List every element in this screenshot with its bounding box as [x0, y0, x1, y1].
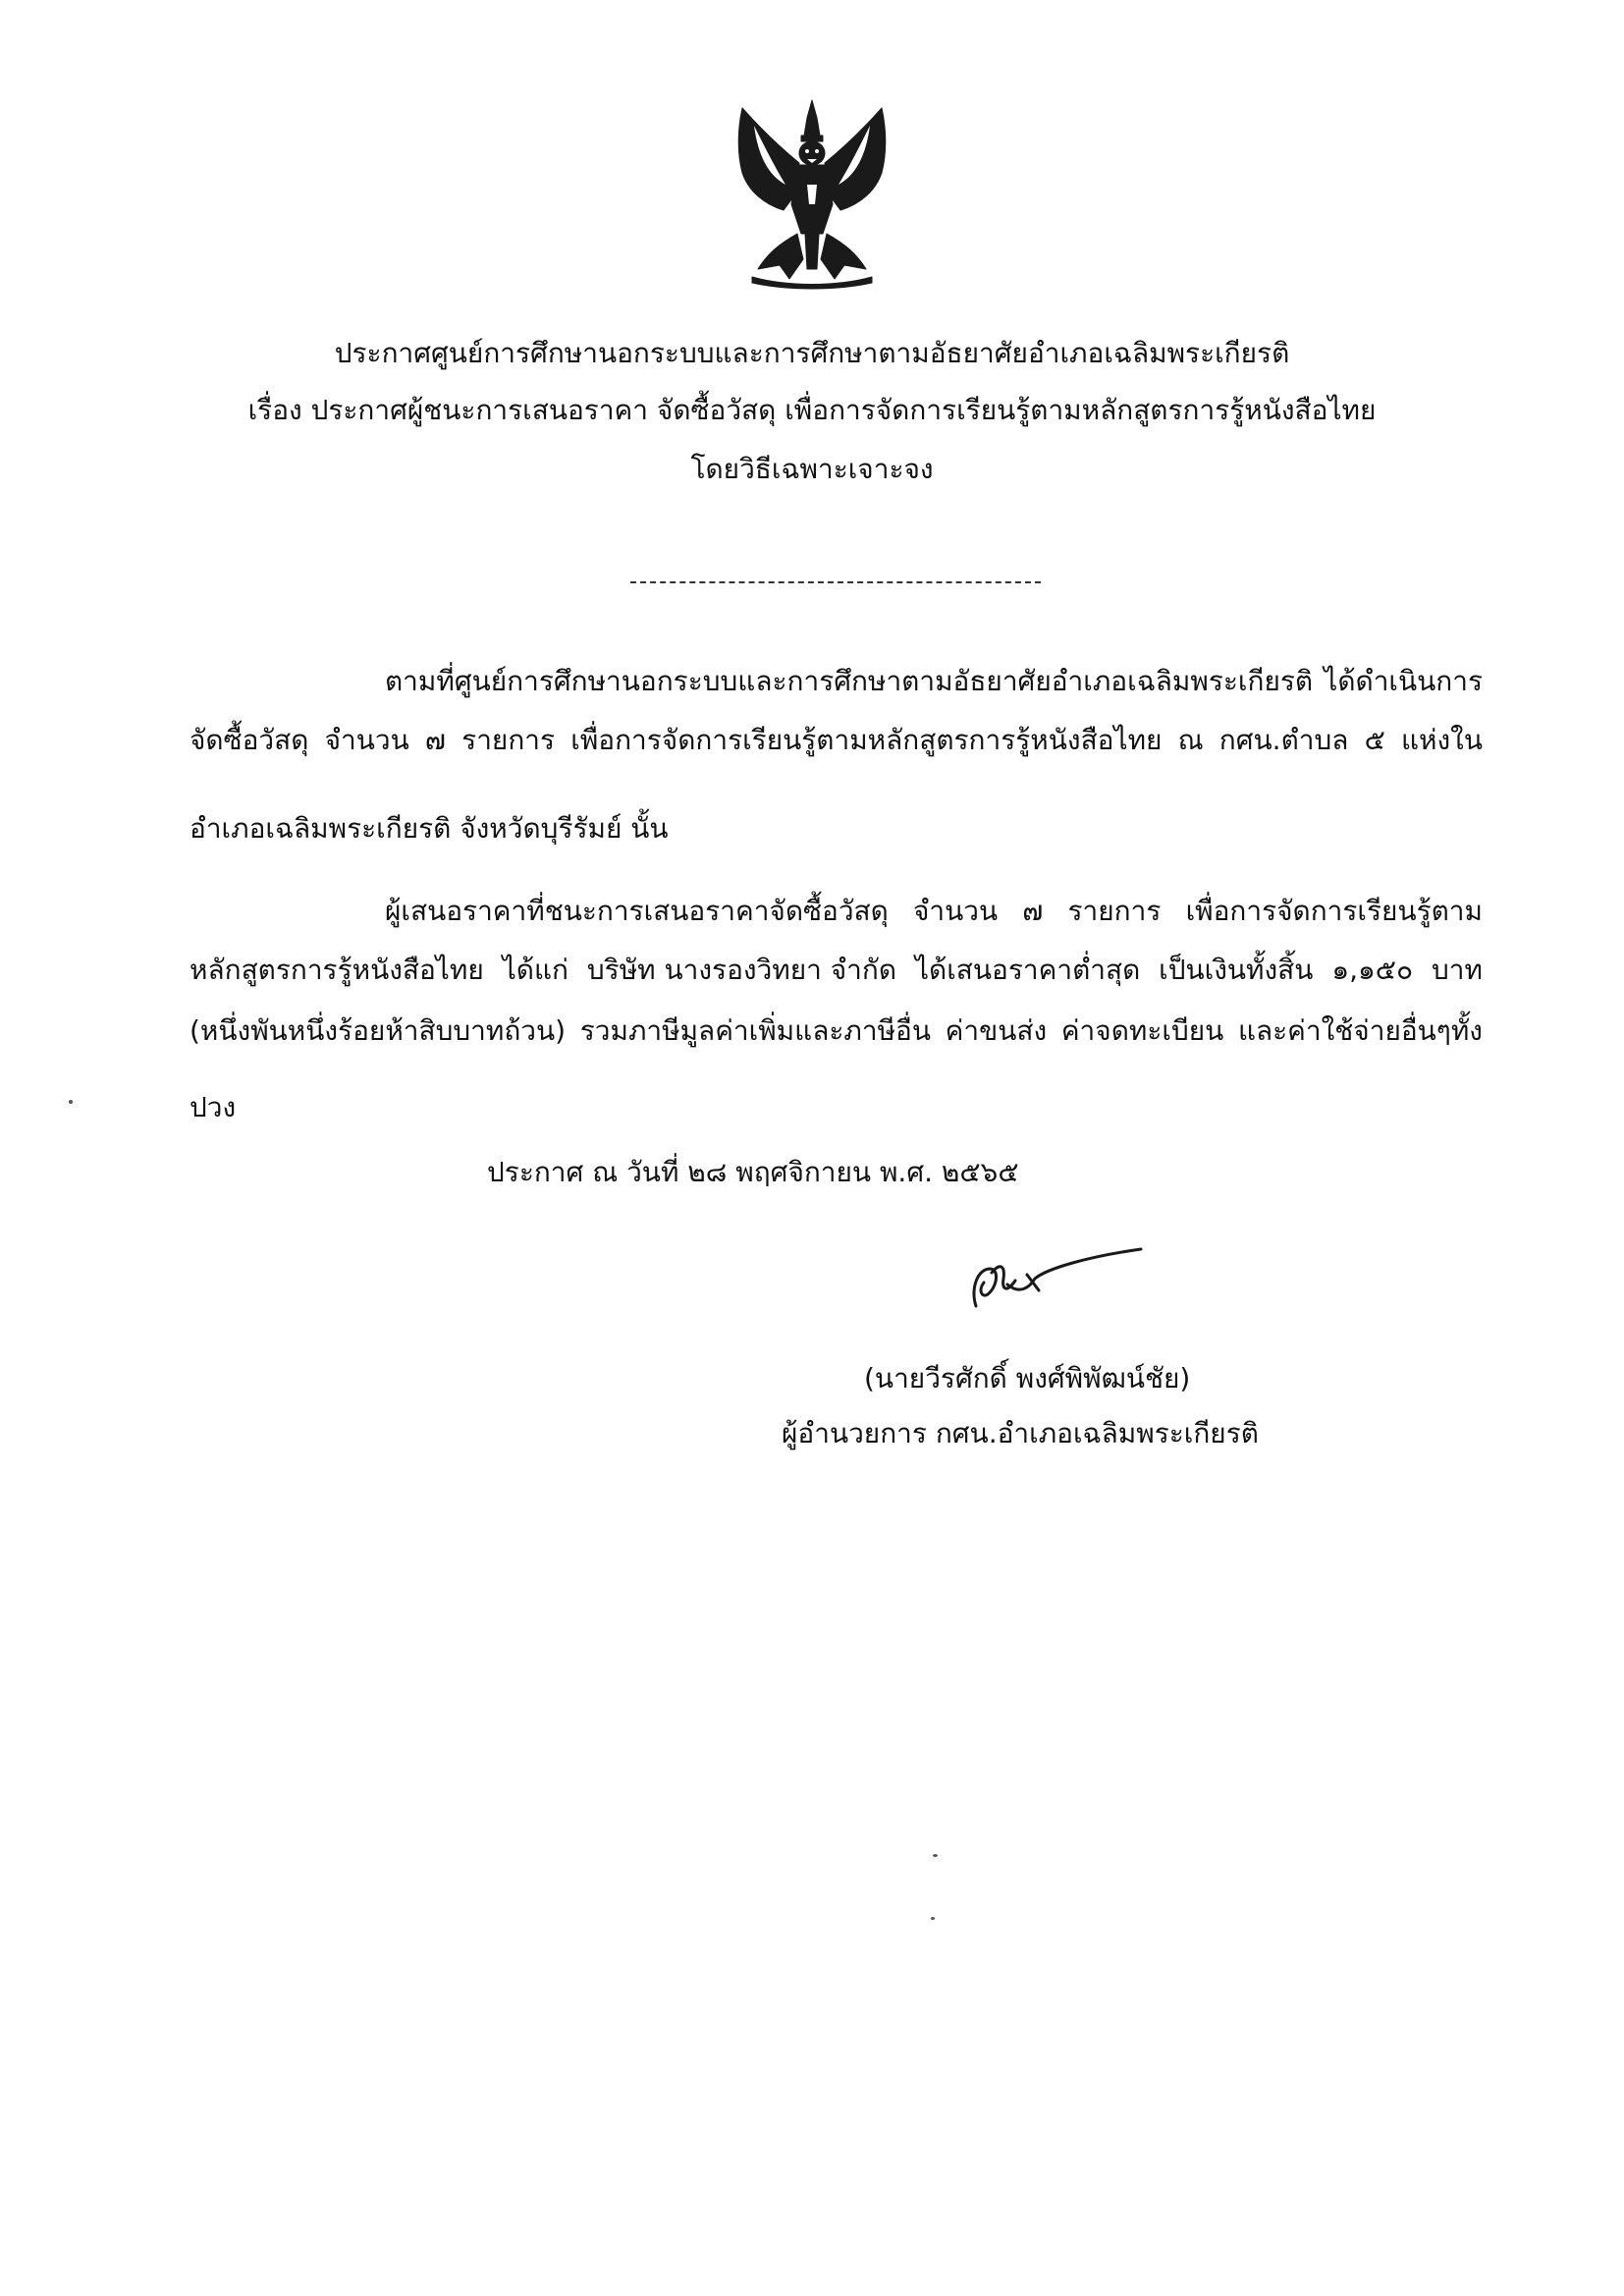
text-segment: ผู้เสนอราคาที่ชนะการเสนอราคาจัดซื้อวัสดุ	[385, 895, 889, 927]
text-segment: รวมภาษีมูลค่าเพิ่มและภาษีอื่น	[579, 1014, 931, 1047]
signature-icon	[948, 1230, 1145, 1318]
paragraph2-line2	[189, 953, 1483, 988]
garuda-emblem-icon	[729, 96, 895, 293]
text-segment: ได้แก่	[502, 954, 568, 986]
text-segment: ค่าขนส่ง	[945, 1014, 1048, 1047]
announcement-title: ประกาศศูนย์การศึกษานอกระบบและการศึกษาตามอัธยาศัยอำเภอเฉลิมพระเกียรติ	[334, 337, 1290, 369]
paragraph2-line1	[385, 894, 1483, 929]
text-segment: จัดซื้อวัสดุ	[189, 724, 309, 756]
header-divider	[630, 581, 1041, 583]
scan-speck	[69, 1100, 73, 1104]
scan-speck	[931, 1917, 935, 1920]
text-segment: แห่งใน	[1400, 724, 1483, 756]
text-segment: จำนวน	[913, 895, 999, 927]
text-segment: กศน.ตำบล	[1218, 724, 1349, 756]
text-segment: เพื่อการจัดการเรียนรู้ตาม	[1185, 895, 1483, 927]
text-segment: ณ	[1177, 724, 1204, 756]
text-segment: ตามที่ศูนย์การศึกษานอกระบบและการศึกษาตามอัธยาศัยอำเภอเฉลิมพระเกียรติ	[385, 665, 1314, 697]
announcement-subject: เรื่อง ประกาศผู้ชนะการเสนอราคา จัดซื้อวัสดุ เพื่อการจัดการเรียนรู้ตามหลักสูตรการรู้หนังสือไทย	[247, 394, 1377, 426]
amount-in-words: (หนึ่งพันหนึ่งร้อยห้าสิบบาทถ้วน)	[189, 1014, 567, 1047]
total-amount: ๑,๑๕๐	[1331, 954, 1414, 986]
paragraph1-line3: อำเภอเฉลิมพระเกียรติ จังหวัดบุรีรัมย์ นั้น	[189, 812, 669, 845]
text-segment: จำนวน	[324, 724, 409, 756]
text-segment: เป็นเงินทั้งสิ้น	[1159, 954, 1314, 986]
text-segment: และค่าใช้จ่ายอื่นๆทั้ง	[1237, 1014, 1483, 1047]
text-segment: ๕	[1364, 724, 1385, 756]
signatory-title: ผู้อำนวยการ กศน.อำเภอเฉลิมพระเกียรติ	[782, 1417, 1259, 1449]
paragraph1-line2	[189, 723, 1483, 758]
scan-speck	[933, 1854, 938, 1857]
text-segment: รายการ	[1067, 895, 1162, 927]
text-segment: ๗	[424, 724, 446, 756]
vendor-name: บริษัท นางรองวิทยา จำกัด	[586, 954, 897, 986]
text-segment: รายการ	[461, 724, 556, 756]
paragraph1-line1	[385, 664, 1483, 699]
text-segment: ได้ดำเนินการ	[1324, 665, 1483, 697]
announcement-date: ประกาศ ณ วันที่ ๒๘ พฤศจิกายน พ.ศ. ๒๕๖๕	[487, 1156, 1019, 1188]
procurement-method: โดยวิธีเฉพาะเจาะจง	[690, 453, 934, 485]
signatory-name: (นายวีรศักดิ์ พงศ์พิพัฒน์ชัย)	[864, 1362, 1191, 1394]
text-segment: ได้เสนอราคาต่ำสุด	[914, 954, 1141, 986]
paragraph2-line4: ปวง	[189, 1091, 237, 1123]
text-segment: ค่าจดทะเบียน	[1060, 1014, 1224, 1047]
text-segment: ๗	[1022, 895, 1044, 927]
paragraph2-line3	[189, 1013, 1483, 1049]
text-segment: เพื่อการจัดการเรียนรู้ตามหลักสูตรการรู้หนังสือไทย	[570, 724, 1163, 756]
text-segment: หลักสูตรการรู้หนังสือไทย	[189, 954, 484, 986]
currency-unit: บาท	[1431, 954, 1483, 986]
